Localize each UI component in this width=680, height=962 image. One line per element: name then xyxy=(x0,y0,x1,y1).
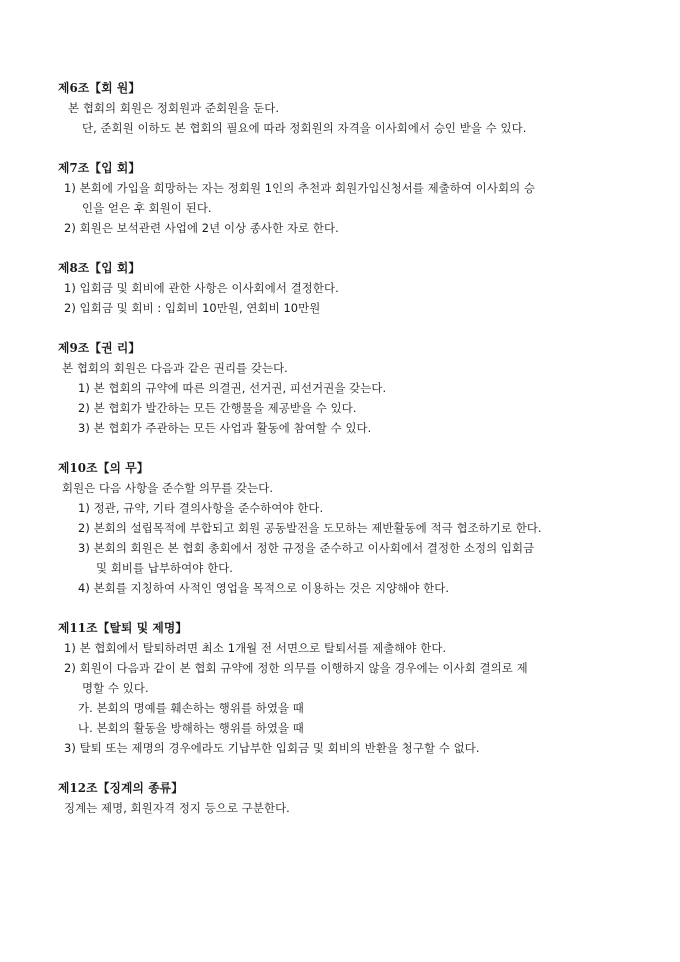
article-heading: 제9조【권 리】 xyxy=(58,341,141,355)
article-line: 1) 정관, 규약, 기타 결의사항을 준수하여야 한다. xyxy=(78,501,324,515)
article-line: 나. 본회의 활동을 방해하는 행위를 하였을 때 xyxy=(78,721,304,735)
article-heading: 제7조【입 회】 xyxy=(58,161,141,175)
article-7 xyxy=(58,158,638,238)
article-line: 회원은 다음 사항을 준수할 의무를 갖는다. xyxy=(62,481,274,495)
article-9 xyxy=(58,338,638,438)
article-line: 1) 본 협회에서 탈퇴하려면 최소 1개월 전 서면으로 탈퇴서를 제출해야 한다. xyxy=(64,641,447,655)
article-heading: 제8조【입 회】 xyxy=(58,261,141,275)
article-line: 4) 본회를 지칭하여 사적인 영업을 목적으로 이용하는 것은 지양해야 한다. xyxy=(78,581,450,595)
article-line: 1) 본 협회의 규약에 따른 의결권, 선거권, 피선거권을 갖는다. xyxy=(78,381,387,395)
article-line: 명할 수 있다. xyxy=(82,681,149,695)
article-line: 단, 준회원 이하도 본 협회의 필요에 따라 정회원의 자격을 이사회에서 승인 받을 수 있다. xyxy=(82,121,527,135)
article-line: 징계는 제명, 회원자격 정지 등으로 구분한다. xyxy=(64,801,290,815)
article-line: 본 협회의 회원은 다음과 같은 권리를 갖는다. xyxy=(62,361,288,375)
article-line: 인을 얻은 후 회원이 된다. xyxy=(82,201,212,215)
article-line: 가. 본회의 명예를 훼손하는 행위를 하였을 때 xyxy=(78,701,304,715)
article-11 xyxy=(58,618,638,758)
article-line: 및 회비를 납부하여야 한다. xyxy=(96,561,234,575)
article-6 xyxy=(58,78,638,138)
article-line: 2) 본 협회가 발간하는 모든 간행물을 제공받을 수 있다. xyxy=(78,401,357,415)
article-line: 본 협회의 회원은 정회원과 준회원을 둔다. xyxy=(68,101,280,115)
article-line: 2) 입회금 및 회비 : 입회비 10만원, 연회비 10만원 xyxy=(64,301,321,315)
article-line: 2) 회원이 다음과 같이 본 협회 규약에 정한 의무를 이행하지 않을 경우에는 이사회 결의로 제 xyxy=(64,661,528,675)
article-8 xyxy=(58,258,638,318)
article-line: 2) 회원은 보석관련 사업에 2년 이상 종사한 자로 한다. xyxy=(64,221,339,235)
article-10 xyxy=(58,458,638,598)
article-heading: 제11조【탈퇴 및 제명】 xyxy=(58,621,188,635)
article-line: 1) 본회에 가입을 희망하는 자는 정회원 1인의 추천과 회원가입신청서를 제출하여 이사회의 승 xyxy=(64,181,535,195)
article-heading: 제10조【의 무】 xyxy=(58,461,149,475)
article-line: 1) 입회금 및 회비에 관한 사항은 이사회에서 결정한다. xyxy=(64,281,339,295)
article-line: 2) 본회의 설립목적에 부합되고 회원 공동발전을 도모하는 제반활동에 적극 협조하기로 한다. xyxy=(78,521,542,535)
article-line: 3) 탈퇴 또는 제명의 경우에라도 기납부한 입회금 및 회비의 반환을 청구할 수 없다. xyxy=(64,741,480,755)
article-heading: 제12조【징계의 종류】 xyxy=(58,781,184,795)
article-heading: 제6조【회 원】 xyxy=(58,81,141,95)
article-12 xyxy=(58,778,638,818)
article-line: 3) 본회의 회원은 본 협회 총회에서 정한 규정을 준수하고 이사회에서 결정한 소정의 입회금 xyxy=(78,541,535,555)
article-line: 3) 본 협회가 주관하는 모든 사업과 활동에 참여할 수 있다. xyxy=(78,421,372,435)
